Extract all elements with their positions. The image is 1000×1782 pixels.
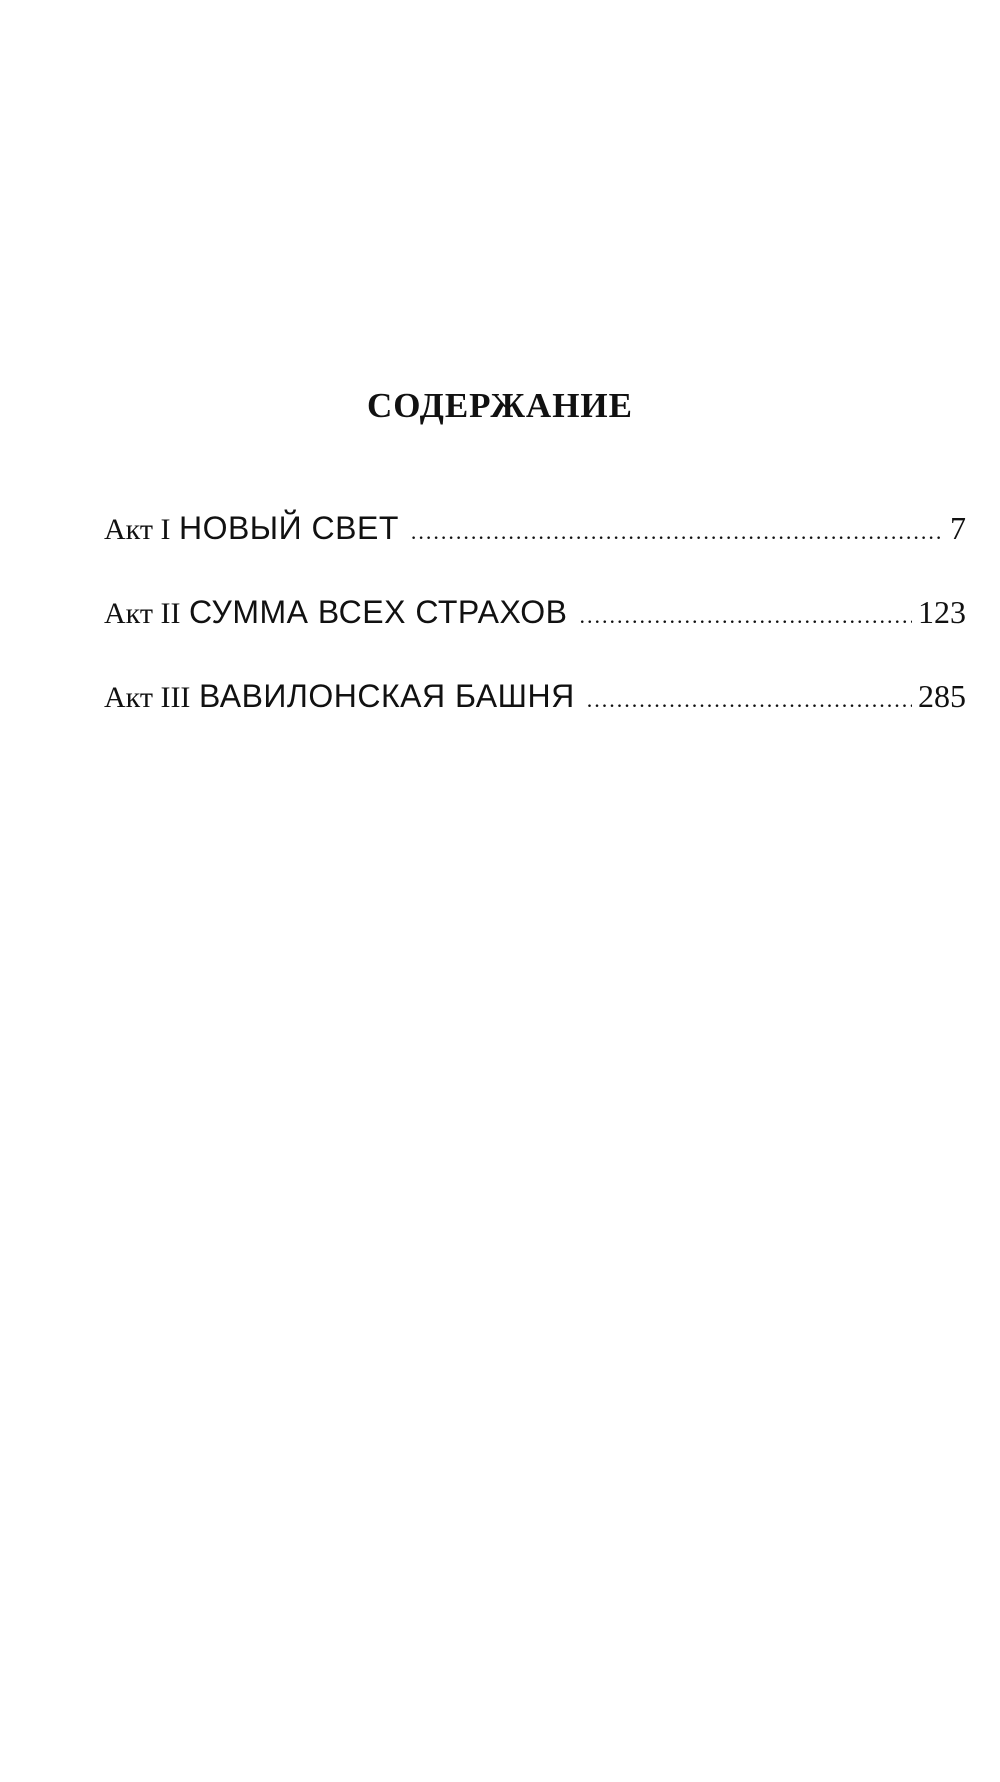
toc-entry-title: ВАВИЛОНСКАЯ БАШНЯ — [198, 678, 575, 714]
toc-entry-page: 123 — [918, 594, 966, 630]
toc-list — [104, 510, 966, 762]
toc-entry-page: 7 — [950, 510, 966, 546]
toc-entry — [104, 678, 966, 762]
toc-title: СОДЕРЖАНИЕ — [366, 386, 633, 425]
toc-entry — [104, 594, 966, 678]
toc-entry-act: Акт II — [104, 597, 181, 630]
toc-entry-title: НОВЫЙ СВЕТ — [178, 510, 399, 546]
toc-entry-act: Акт I — [104, 513, 171, 546]
dot-leader — [587, 687, 912, 713]
toc-entry — [104, 510, 966, 594]
toc-entry-act: Акт III — [104, 681, 191, 714]
toc-entry-page: 285 — [918, 678, 966, 714]
dot-leader — [411, 519, 944, 545]
dot-leader — [579, 603, 912, 629]
toc-entry-title: СУММА ВСЕХ СТРАХОВ — [188, 594, 568, 630]
